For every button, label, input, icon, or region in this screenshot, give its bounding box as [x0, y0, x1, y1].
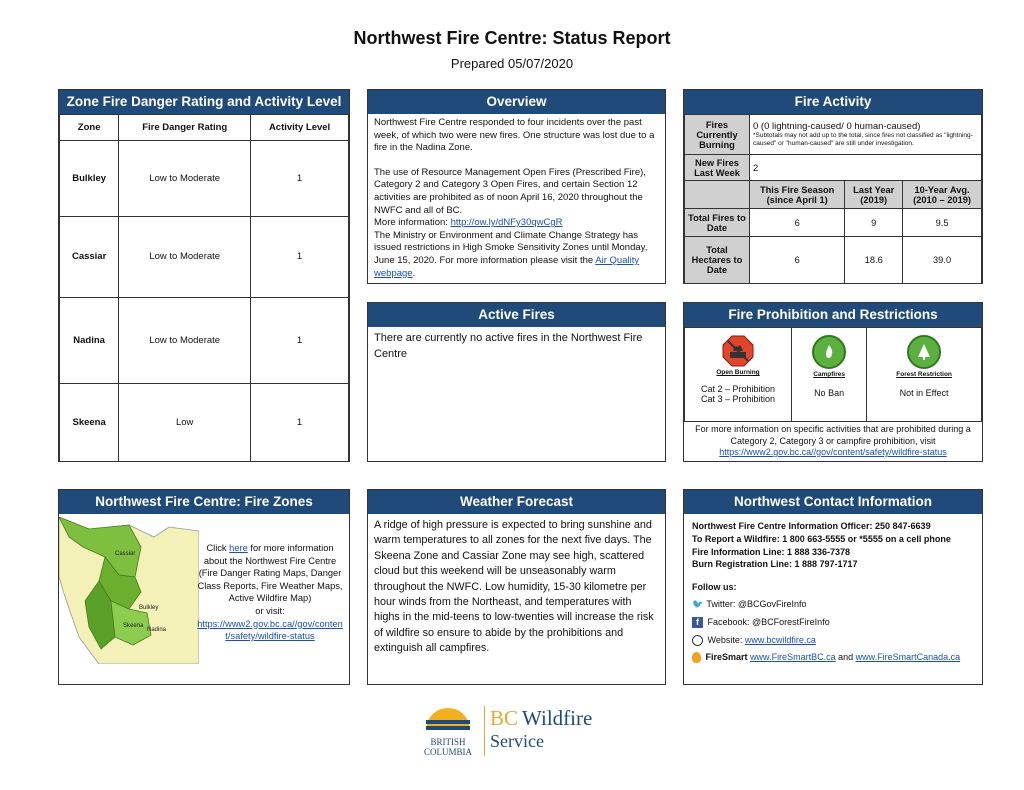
zone-level: 1	[251, 297, 349, 383]
facebook-handle: Facebook: @BCForestFireInfo	[707, 617, 830, 628]
logo-divider	[484, 706, 485, 756]
zone-name: Bulkley	[60, 141, 119, 217]
table-row	[60, 141, 349, 217]
weather-panel	[367, 489, 666, 685]
currently-burning-cell	[750, 115, 982, 155]
map-label-nadina: Nadina	[147, 627, 167, 633]
new-fires-value: 2	[750, 155, 982, 181]
globe-icon	[692, 635, 703, 646]
facebook-row[interactable]	[692, 616, 974, 629]
prepared-date: Prepared 05/07/2020	[450, 56, 574, 71]
col-zone: Zone	[60, 115, 119, 141]
more-info-link[interactable]: http://ow.ly/dNFy30qwCgR	[450, 217, 563, 229]
overview-p2: The use of Resource Management Open Fires (Prescribed Fire), Category 2 and Category 3 Open Fires, and certain Section 12 activities are prohibited as of noon April 16, 2020 throughout the NWFC and all of BC.	[374, 166, 646, 216]
click-text: Click	[206, 543, 230, 553]
overview-body	[368, 114, 665, 283]
hectares-last: 18.6	[845, 237, 903, 284]
total-fires-season: 6	[750, 209, 845, 237]
col-rating: Fire Danger Rating	[119, 115, 251, 141]
fire-info-line: Fire Information Line: 1 888 336-7378	[692, 546, 851, 557]
currently-burning-label: Fires Currently Burning	[685, 115, 750, 155]
overview-panel	[367, 89, 666, 284]
hectares-season: 6	[750, 237, 845, 284]
bc-logo	[418, 702, 478, 758]
twitter-row[interactable]	[692, 598, 974, 611]
firesmart-and: and	[835, 652, 856, 663]
wildfire-status-link[interactable]: https://www2.gov.bc.ca//gov/content/safety/wildfire-status	[719, 447, 947, 457]
burn-registration-line: Burn Registration Line: 1 888 797-1717	[692, 559, 858, 570]
zone-rating-title: Zone Fire Danger Rating and Activity Level	[59, 90, 349, 114]
twitter-icon: 🐦	[692, 599, 704, 610]
fire-activity-title: Fire Activity	[684, 90, 982, 114]
firesmart-logo-text: FireSmart	[705, 652, 748, 663]
bc-line1: BRITISH	[430, 737, 466, 747]
zone-level: 1	[251, 383, 349, 461]
forest-restriction-status: Not in Effect	[899, 388, 949, 398]
campfires-label: Campfires	[813, 371, 845, 378]
info-officer-line: Northwest Fire Centre Information Officer: 250 847-6639	[692, 521, 931, 531]
table-row	[60, 297, 349, 383]
total-fires-label: Total Fires to Date	[685, 209, 750, 237]
sun-icon	[418, 702, 478, 732]
col-last-year: Last Year (2019)	[845, 181, 903, 209]
table-row	[60, 383, 349, 461]
firesmart-row	[692, 651, 974, 664]
firesmart-bc-link[interactable]: www.FireSmartBC.ca	[750, 652, 836, 663]
campfire-icon	[812, 335, 846, 369]
active-fires-panel	[367, 302, 666, 462]
prohibition-title: Fire Prohibition and Restrictions	[684, 303, 982, 327]
weather-title: Weather Forecast	[368, 490, 665, 514]
contact-title: Northwest Contact Information	[684, 490, 982, 514]
follow-us-label: Follow us:	[692, 582, 737, 593]
total-fires-avg: 9.5	[903, 209, 982, 237]
air-quality-link[interactable]: Air Quality webpage	[374, 254, 640, 279]
overview-title: Overview	[368, 90, 665, 114]
new-fires-label: New Fires Last Week	[685, 155, 750, 181]
prohibition-panel	[683, 302, 983, 462]
map-label-cassiar: Cassiar	[115, 551, 136, 557]
more-info-label: More information:	[374, 217, 451, 229]
campfires-cell	[792, 328, 867, 422]
overview-p3-end: .	[412, 267, 416, 279]
tree-icon	[907, 335, 941, 369]
wildfire-service-logo	[490, 706, 620, 752]
currently-burning-note: *Subtotals may not add up to the total, since fires not classified as "lightning-caused" or "human-caused" are still under investigation.	[753, 132, 973, 147]
overview-more	[374, 217, 659, 230]
col-level: Activity Level	[251, 115, 349, 141]
contact-body	[684, 514, 982, 670]
cat3-status: Cat 3 – Prohibition	[700, 394, 776, 404]
facebook-icon: f	[692, 617, 703, 628]
table-row	[60, 217, 349, 297]
zone-rating-table	[59, 114, 349, 462]
active-fires-text: There are currently no active fires in the Northwest Fire Centre	[374, 332, 643, 360]
or-visit-text: or visit:	[255, 605, 285, 616]
zone-level: 1	[251, 217, 349, 297]
twitter-handle: Twitter: @BCGovFireInfo	[706, 599, 807, 610]
fire-activity-table	[684, 114, 982, 284]
contact-panel	[683, 489, 983, 685]
report-wildfire-line: To Report a Wildfire: 1 800 663-5555 or *5555 on a cell phone	[692, 533, 951, 544]
zone-name: Nadina	[60, 297, 119, 383]
col-ten-year: 10-Year Avg. (2010 – 2019)	[903, 181, 982, 209]
zones-info-text: for more information about the Northwest Fire Centre (Fire Danger Rating Maps, Danger Class Reports, Fire Weather Maps, Active Wildfire Map)	[197, 543, 343, 604]
website-row	[692, 634, 974, 647]
total-fires-last: 9	[845, 209, 903, 237]
fire-zones-title: Northwest Fire Centre: Fire Zones	[59, 490, 349, 514]
currently-burning-value: 0 (0 lightning-caused/ 0 human-caused)	[753, 121, 921, 132]
overview-p1: Northwest Fire Centre responded to four incidents over the past week, of which two were new fires. One structure was lost due to a fire in the Nadina Zone.	[374, 117, 655, 154]
map-label-skeena: Skeena	[123, 623, 144, 629]
empty-header-cell	[685, 181, 750, 209]
open-burning-icon	[722, 335, 754, 367]
open-burning-label: Open Burning	[716, 369, 760, 376]
map-label-bulkley: Bulkley	[139, 605, 159, 611]
website-label: Website:	[707, 635, 745, 646]
zone-rating: Low to Moderate	[119, 141, 251, 217]
campfires-status: No Ban	[814, 388, 845, 398]
weather-text: A ridge of high pressure is expected to bring sunshine and warm temperatures to all zones for the next five days. The Skeena Zone and Cassiar Zone may see high, scattered cloud but this weekend will be unseasonably warm throughout the NWFC. Low humidity, 15-30 kilometre per hour winds from the Northeast, and temperatures with highs in the mid-teens to low-twenties will increase the risk of wildfire so ensure to abide by the prohibitions and extinguish all campfires.	[374, 519, 654, 655]
prohibition-footer	[684, 422, 982, 461]
page-title: Northwest Fire Centre: Status Report	[353, 28, 671, 48]
overview-p3-text: The Ministry or Environment and Climate Change Strategy has issued restrictions in High Smoke Sensitivity Zones until Monday, June 15, 2020. For more information please visit the	[374, 229, 648, 266]
hectares-avg: 39.0	[903, 237, 982, 284]
fire-zones-panel	[58, 489, 350, 685]
forest-restriction-label: Forest Restriction	[896, 371, 952, 378]
service-text: Service	[490, 731, 544, 751]
zones-status-link[interactable]: https://www2.gov.bc.ca//gov/content/safety/wildfire-status	[197, 618, 343, 642]
zone-rating: Low to Moderate	[119, 297, 251, 383]
col-season: This Fire Season (since April 1)	[750, 181, 845, 209]
zone-rating: Low	[119, 383, 251, 461]
firesmart-canada-link[interactable]: www.FireSmartCanada.ca	[855, 652, 961, 663]
active-fires-title: Active Fires	[368, 303, 665, 327]
website-link[interactable]: www.bcwildfire.ca	[744, 635, 816, 646]
zone-name: Cassiar	[60, 217, 119, 297]
open-burning-cell	[685, 328, 792, 422]
forest-restriction-cell	[867, 328, 982, 422]
bc-line2: COLUMBIA	[423, 747, 472, 757]
firesmart-icon	[692, 652, 701, 663]
hectares-label: Total Hectares to Date	[685, 237, 750, 284]
zone-rating: Low to Moderate	[119, 217, 251, 297]
prohibition-footer-text: For more information on specific activities that are prohibited during a Category 2, Category 3 or campfire prohibition, visit	[695, 424, 971, 446]
wildfire-text: Wildfire	[522, 706, 593, 730]
cat2-status: Cat 2 – Prohibition	[700, 384, 776, 394]
bc-text: BC	[490, 706, 519, 730]
zone-name: Skeena	[60, 383, 119, 461]
zone-map[interactable]	[59, 517, 199, 664]
here-link[interactable]: here	[229, 543, 248, 553]
fire-zones-text	[195, 542, 345, 643]
overview-p3	[374, 230, 659, 280]
zone-rating-panel	[58, 89, 350, 462]
zone-level: 1	[251, 141, 349, 217]
prohibition-table	[684, 327, 982, 422]
fire-activity-panel	[683, 89, 983, 284]
